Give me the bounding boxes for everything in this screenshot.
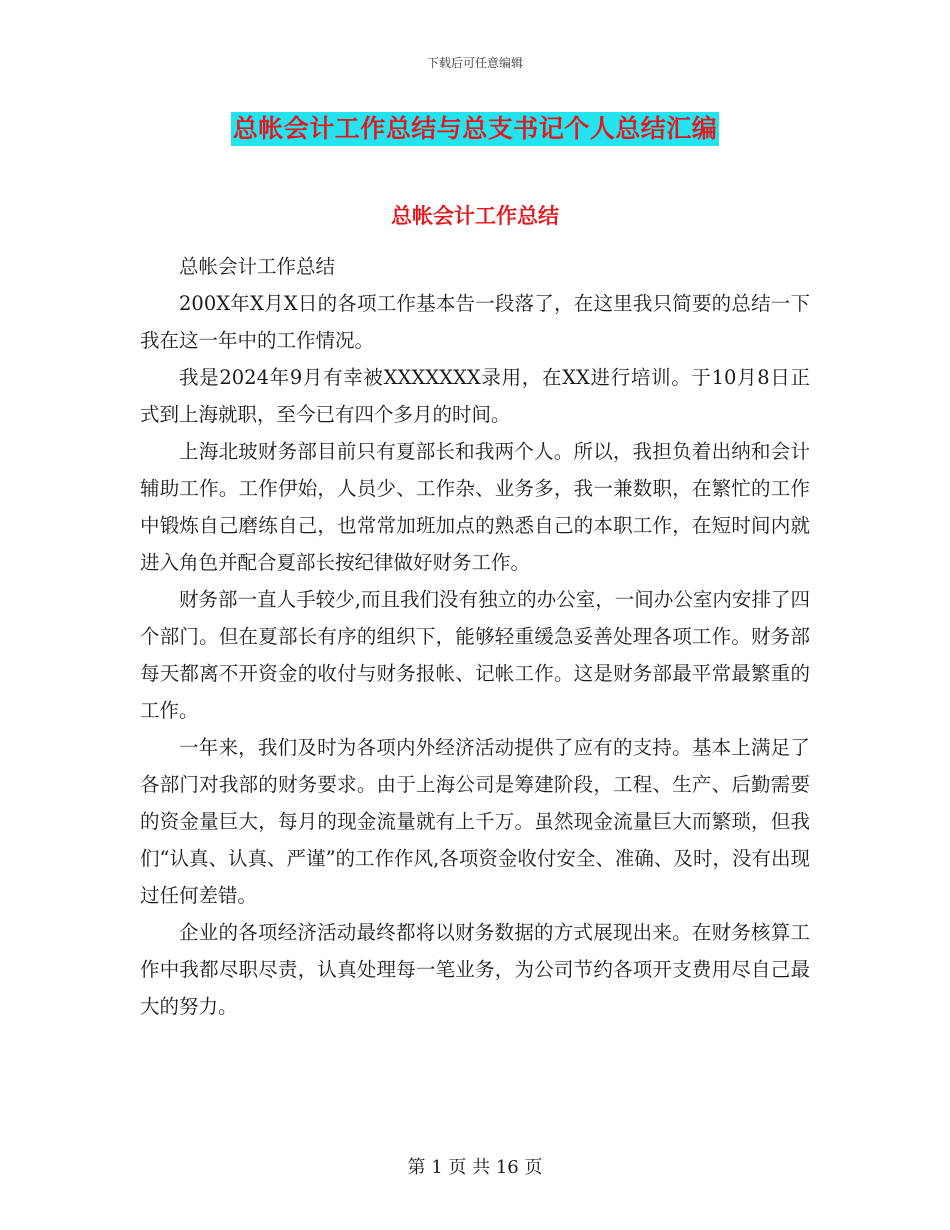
page-footer: 第 1 页 共 16 页 [407,1157,543,1178]
paragraph: 一年来，我们及时为各项内外经济活动提供了应有的支持。基本上满足了各部门对我部的财务要求。由于上海公司是筹建阶段，工程、生产、后勤需要的资金量巨大，每月的现金流量就有上千万。虽然现金流量巨大而繁琐，但我们“认真、认真、严谨”的工作作风,各项资金收付安全、准确、及时，没有出现过任何差错。 [140,736,810,907]
paragraph: 我是2024年9月有幸被XXXXXXX录用，在XX进行培训。于10月8日正式到上海就职，至今已有四个多月的时间。 [140,366,810,426]
paragraph: 总帐会计工作总结 [179,255,336,278]
main-title-container [0,112,950,146]
paragraph: 企业的各项经济活动最终都将以财务数据的方式展现出来。在财务核算工作中我都尽职尽责，认真处理每一笔业务，为公司节约各项开支费用尽自己最大的努力。 [140,921,810,1018]
paragraph: 上海北玻财务部目前只有夏部长和我两个人。所以，我担负着出纳和会计辅助工作。工作伊始，人员少、工作杂、业务多，我一兼数职，在繁忙的工作中锻炼自己磨练自己，也常常加班加点的熟悉自己的本职工作，在短时间内就进入角色并配合夏部长按纪律做好财务工作。 [140,440,810,574]
paragraph: 200X年X月X日的各项工作基本告一段落了，在这里我只简要的总结一下我在这一年中的工作情况。 [140,292,810,352]
header-note: 下载后可任意编辑 [426,56,523,70]
section-title: 总帐会计工作总结 [391,204,559,228]
paragraph: 财务部一直人手较少,而且我们没有独立的办公室，一间办公室内安排了四个部门。但在夏部长有序的组织下，能够轻重缓急妥善处理各项工作。财务部每天都离不开资金的收付与财务报帐、记帐工作。这是财务部最平常最繁重的工作。 [140,588,810,722]
body-text [140,248,810,1025]
main-title: 总帐会计工作总结与总支书记个人总结汇编 [231,112,720,146]
